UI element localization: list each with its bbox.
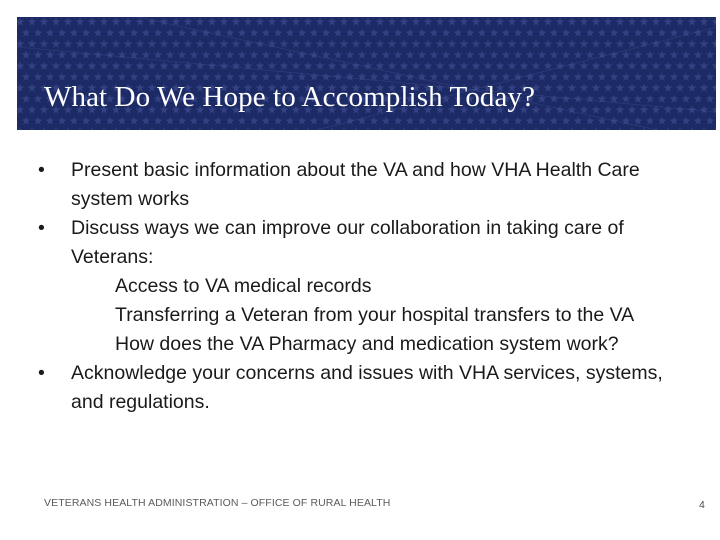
page-number: 4 bbox=[699, 499, 705, 511]
bullet-list bbox=[38, 156, 688, 417]
bullet-text: Present basic information about the VA and how VHA Health Care system works bbox=[71, 159, 640, 210]
title-banner bbox=[17, 17, 716, 130]
sub-item: Transferring a Veteran from your hospital transfers to the VA bbox=[115, 304, 635, 326]
slide-title: What Do We Hope to Accomplish Today? bbox=[44, 81, 536, 113]
bullet-marker: • bbox=[38, 159, 45, 181]
bullet-item bbox=[38, 359, 688, 417]
bullet-marker: • bbox=[38, 217, 45, 239]
bullet-text: Discuss ways we can improve our collaboration in taking care of Veterans: bbox=[71, 217, 624, 268]
sub-item: Access to VA medical records bbox=[115, 275, 372, 297]
sub-item: How does the VA Pharmacy and medication system work? bbox=[115, 333, 619, 355]
bullet-text: Acknowledge your concerns and issues with VHA services, systems, and regulations. bbox=[71, 362, 663, 413]
footer-organization: VETERANS HEALTH ADMINISTRATION – OFFICE OF RURAL HEALTH bbox=[44, 497, 391, 509]
bullet-item bbox=[38, 214, 688, 272]
bullet-item bbox=[38, 156, 688, 214]
bullet-marker: • bbox=[38, 362, 45, 384]
